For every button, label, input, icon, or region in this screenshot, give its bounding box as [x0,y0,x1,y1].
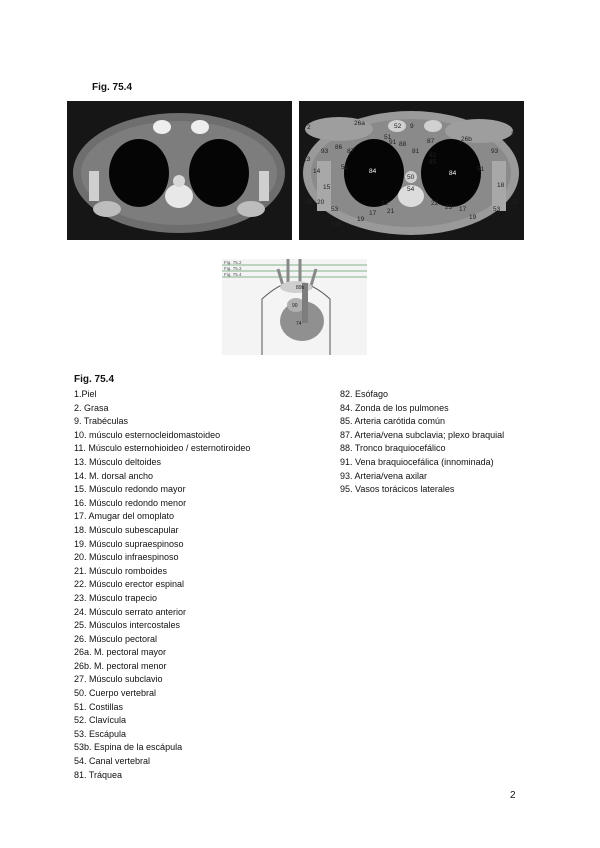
ct-label: 51 [341,164,349,171]
ct-label: 15 [323,184,331,191]
ct-label: 17 [369,210,377,217]
legend-item: 26a. M. pectoral mayor [74,647,167,658]
legend-item: 85. Arteria carótida común [340,416,446,427]
ct-label: 93 [491,148,499,155]
legend-item: 13. Músculo deltoides [74,456,162,467]
level-label: Fig. 75.4 [224,272,242,277]
ct-label: 53 [331,206,339,213]
ct-label: 87 [347,148,355,155]
legend-item: 11. Músculo esternohioideo / esternotiroideo [74,443,251,454]
level-label: Fig. 75.2 [224,260,242,265]
legend-item: 88. Tronco braquiocefálico [340,443,446,454]
ct-label: 19 [469,214,477,221]
legend-item: 15. Músculo redondo mayor [74,484,186,495]
legend-item: 93. Arteria/vena axilar [340,470,428,481]
legend-item: 24. Músculo serrato anterior [74,606,187,617]
ct-label: 13 [303,156,311,163]
legend-item: 26. Músculo pectoral [74,633,158,644]
ct-label: 20 [511,199,519,206]
ct-label: 51 [384,134,392,141]
legend-item: 53b. Espina de la escápula [74,742,183,753]
ct-label: 54 [407,186,415,193]
legend-item: 17. Amugar del omoplato [74,511,175,522]
legend-item: 52. Clavícula [74,715,127,726]
legend-item: 14. M. dorsal ancho [74,470,154,481]
ct-label: 22 [431,200,439,207]
ct-label: 16 [305,199,313,206]
legend-item: 20. Músculo infraespinoso [74,552,179,563]
ct-label: 2 [511,131,515,138]
legend-item: 9. Trabéculas [74,416,129,427]
legend-item: 26b. M. pectoral menor [74,660,167,671]
ct-label: 82 [429,152,437,159]
diagram-label: 90 [292,303,298,309]
ct-label: 50 [407,174,415,181]
ct-label: 2 [307,124,311,131]
ct-label: 52 [394,123,402,130]
ct-label: 93 [321,148,329,155]
legend-item: 19. Músculo supraespinoso [74,538,184,549]
ct-label: 84 [369,168,377,175]
legend-item: 91. Vena braquiocefálica (innominada) [340,456,494,467]
ct-label: 14 [313,168,321,175]
ct-label: 85 [429,159,437,166]
legend-item: 50. Cuerpo vertebral [74,688,157,699]
legend-item: 16. Músculo redondo menor [74,497,187,508]
ct-label: 23 [445,204,453,211]
legend-item: 87. Arteria/vena subclavia; plexo braquial [340,429,505,440]
ct-label: 84 [449,170,457,177]
caption-title: Fig. 75.4 [74,374,115,385]
ct-label: 86 [335,144,343,151]
level-label: Fig. 75.3 [224,266,242,271]
legend-item: 23. Músculo trapecio [74,592,158,603]
figure-label-top: Fig. 75.4 [92,82,133,93]
ct-label: 87 [427,138,435,145]
ct-labelled-schematic [299,101,524,240]
legend-item: 54. Canal vertebral [74,756,151,767]
diagram-label: 89b [296,285,305,291]
ct-label: 9 [410,123,414,130]
legend-item: 82. Esófago [340,389,389,399]
legend-item: 22. Músculo erector espinal [74,579,185,590]
legend-item: 27. Músculo subclavio [74,674,163,685]
legend-item: 10. músculo esternocleidomastoideo [74,429,221,440]
legend-item: 84. Zonda de los pulmones [340,402,449,413]
legend-item: 53. Escápula [74,728,127,739]
legend-item: 51. Costillas [74,701,124,712]
ct-label: 26a [354,120,365,127]
diagram-label: 74 [296,321,302,327]
ct-label: 53b [331,221,342,228]
ct-label: 18 [497,182,505,189]
ct-label: 17 [459,206,467,213]
ct-label: 26b [461,136,472,143]
legend-list-right [340,388,504,497]
ct-label: 22 [381,200,389,207]
ct-label: 21 [387,208,395,215]
ct-label: 53 [493,206,501,213]
ct-label: 91 [389,139,397,146]
legend-item: 25. Músculos intercostales [74,620,181,631]
legend-item: 81. Tráquea [74,769,123,780]
legend-item: 95. Vasos torácicos laterales [340,484,455,495]
legend-item: 21. Músculo romboides [74,565,168,576]
ct-label: 19 [357,216,365,223]
legend-item: 18. Músculo subescapular [74,524,179,535]
legend-list-left [74,388,250,782]
legend-item: 1.Piel [74,389,97,399]
ct-label: 51 [477,166,485,173]
ct-scan-image [67,101,292,240]
ct-label: 20 [317,199,325,206]
page-number: 2 [510,790,516,801]
ct-label: 81 [412,148,420,155]
legend-item: 2. Grasa [74,402,109,413]
ct-label: 88 [399,141,407,148]
level-diagram [222,259,367,355]
